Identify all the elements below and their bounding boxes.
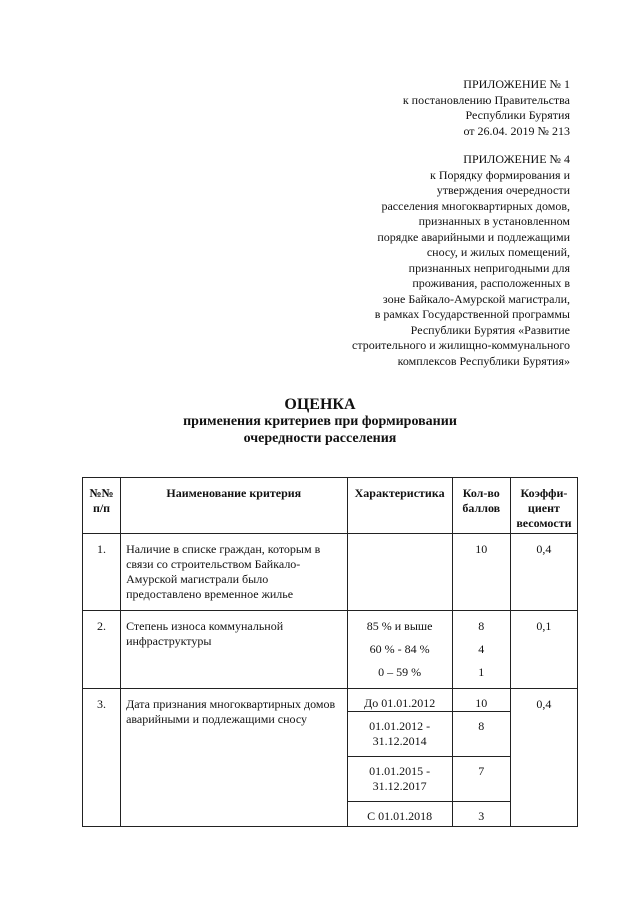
criteria-table: [82, 477, 578, 827]
table-header-row: [83, 478, 578, 534]
characteristic-cell: [347, 611, 452, 689]
points-value: 7: [452, 757, 510, 802]
points-value: 1: [478, 665, 485, 679]
appendix-4-line: расселения многоквартирных домов,: [381, 198, 570, 213]
appendix-4-line: признанных непригодными для: [408, 260, 570, 275]
header-characteristic: Характеристика: [347, 478, 452, 534]
points-value: 10: [452, 534, 510, 611]
appendix-4-line: признанных в установленном: [418, 214, 570, 228]
appendix-1-line: от 26.04. 2019 № 213: [463, 123, 570, 138]
coefficient-value: 0,1: [510, 611, 577, 689]
characteristic-value: 60 % - 84 %: [369, 642, 430, 656]
table-row: [83, 689, 578, 712]
appendix-1-line: ПРИЛОЖЕНИЕ № 1: [463, 77, 570, 91]
row-number: 2.: [83, 611, 121, 689]
row-number: 1.: [83, 534, 121, 611]
appendix-4-line: утверждения очередности: [436, 183, 570, 197]
characteristic-value: 01.01.2015 - 31.12.2017: [347, 757, 452, 802]
appendix-4-line: к Порядку формирования и: [429, 167, 570, 182]
appendix-4-line: комплексов Республики Бурятия»: [397, 353, 570, 368]
characteristic-cell: [347, 534, 452, 611]
table-row: [83, 611, 578, 689]
document-title: [0, 396, 640, 447]
characteristic-value: До 01.01.2012: [347, 689, 452, 712]
appendix-4-line: порядке аварийными и подлежащими: [377, 229, 570, 244]
criterion-name: Наличие в списке граждан, которым в связи со строительством Байкало-Амурской магистрали было предоставлено временное жилье: [121, 534, 347, 611]
table-row: [83, 534, 578, 611]
points-value: 10: [452, 689, 510, 712]
appendix-4-line: сносу, и жилых помещений,: [426, 245, 570, 259]
coefficient-value: 0,4: [510, 534, 577, 611]
characteristic-value: 0 – 59 %: [378, 665, 422, 679]
row-number: 3.: [83, 689, 121, 827]
appendix-1-line: к постановлению Правительства: [402, 92, 570, 107]
header-criterion-name: Наименование критерия: [121, 478, 347, 534]
criterion-name: Дата признания многоквартирных домов аварийными и подлежащими сносу: [121, 689, 347, 827]
title-line-2: применения критериев при формировании: [183, 414, 457, 429]
appendix-4-line: строительного и жилищно-коммунального: [352, 338, 570, 352]
points-value: 3: [452, 802, 510, 827]
appendix-4-block: [352, 152, 570, 369]
appendix-1-block: [403, 77, 570, 139]
appendix-4-line: ПРИЛОЖЕНИЕ № 4: [463, 152, 570, 166]
characteristic-value: С 01.01.2018: [347, 802, 452, 827]
appendix-1-line: Республики Бурятия: [465, 108, 570, 122]
characteristic-value: 85 % и выше: [366, 619, 433, 633]
characteristic-value: 01.01.2012 - 31.12.2014: [347, 712, 452, 757]
criterion-name: Степень износа коммунальной инфраструктуры: [121, 611, 347, 689]
header-points: Кол-во баллов: [452, 478, 510, 534]
coefficient-value: 0,4: [510, 689, 577, 827]
appendix-4-line: Республики Бурятия «Развитие: [410, 322, 570, 337]
appendix-4-line: проживания, расположенных в: [412, 276, 570, 290]
header-number: №№ п/п: [83, 478, 121, 534]
points-value: 4: [478, 642, 485, 656]
appendix-4-line: зоне Байкало-Амурской магистрали,: [382, 291, 570, 306]
points-value: 8: [478, 619, 485, 633]
points-cell: [452, 611, 510, 689]
appendix-4-line: в рамках Государственной программы: [374, 307, 570, 321]
points-value: 8: [452, 712, 510, 757]
header-coefficient: Коэффи- циент весомости: [510, 478, 577, 534]
title-line-3: очередности расселения: [243, 431, 397, 446]
title-line-1: ОЦЕНКА: [284, 396, 356, 413]
